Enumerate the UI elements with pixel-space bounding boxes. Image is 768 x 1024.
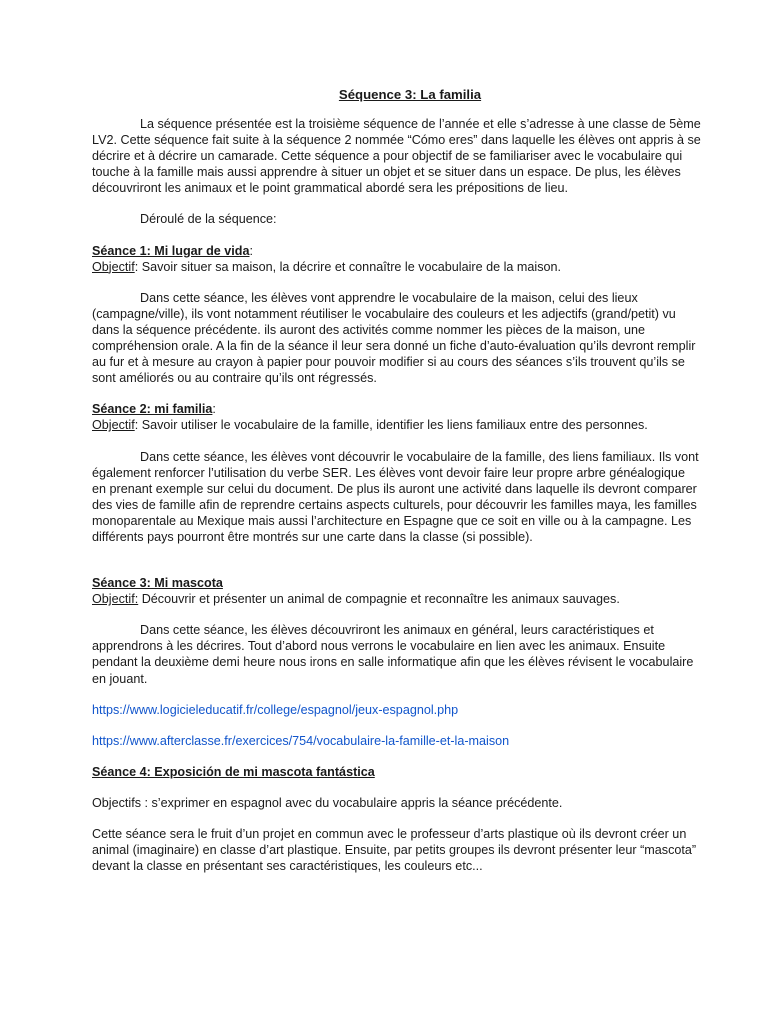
seance2-heading: Séance 2: mi familia (92, 402, 213, 417)
seance2-heading-line (92, 401, 702, 417)
seance1-objectif-label: Objectif (92, 259, 135, 274)
document-title: Séquence 3: La familia (338, 87, 482, 102)
seance3-objectif-text: Découvrir et présenter un animal de compagnie et reconnaître les animaux sauvages. (138, 592, 620, 607)
seance2-objectif-text: : Savoir utiliser le vocabulaire de la famille, identifier les liens familiaux entre des personnes. (134, 418, 648, 433)
deroule-heading: Déroulé de la séquence: (140, 212, 277, 227)
seance2-body: Dans cette séance, les élèves vont découvrir le vocabulaire de la famille, des liens familiaux. Ils vont également renforcer l’utilisation du verbe SER. Les élèves vont devoir faire leur propre arbre généalogique en prenant exemple sur celui du document. De plus ils auront une activité dans laquelle ils devront comparer des vies de famille afin de reprendre certains aspects culturels, pour découvrir les familles maya, les familles monoparentale au Mexique mais aussi l’architecture en Espagne que ce soit en ville ou à la campagne. Les différents pays pourront être montrés sur une carte dans la classe (si possible). (92, 449, 699, 544)
seance2-objectif-label: Objectif (92, 418, 135, 433)
seance4-heading: Séance 4: Exposición de mi mascota fantástica (92, 764, 375, 779)
intro-paragraph: La séquence présentée est la troisième séquence de l’année et elle s’adresse à une classe de 5ème LV2. Cette séquence fait suite à la séquence 2 nommée “Cómo eres” dans laquelle les élèves ont appris à se décrire et à décrire un camarade. Cette séquence a pour objectif de se familiariser avec le vocabulaire qui touche à la famille mais aussi apprendre à situer un objet et se situer dans un espace. De plus, les élèves découvriront les animaux et le point grammatical abordé sera les prépositions de lieu. (92, 117, 701, 196)
seance1-heading-line (92, 243, 702, 259)
seance4-body: Cette séance sera le fruit d’un projet en commun avec le professeur d’arts plastique où ils devront créer un animal (imaginaire) en classe d’art plastique. Ensuite, par petits groupes ils devront présenter leur “mascota” devant la classe en présentant ses caractéristiques, les couleurs etc... (92, 827, 697, 874)
seance2-heading-suffix: : (212, 402, 216, 417)
seance1-body: Dans cette séance, les élèves vont apprendre le vocabulaire de la maison, celui des lieux (campagne/ville), ils vont notamment réutiliser le vocabulaire des couleurs et les adjectifs (grand/petit) vu dans la séquence précédente. ils auront des activités comme nommer les pièces de la maison, une compréhension orale. A la fin de la séance il leur sera donné un fiche d’auto-évaluation qu’ils devront remplir au fur et à mesure au crayon à papier pour pouvoir modifier si au cours des séances s’ils trouvent qu’ils se sont améliorés ou au contraire qu’ils ont régressés. (92, 290, 696, 386)
seance4-objectifs: Objectifs : s’exprimer en espagnol avec du vocabulaire appris la séance précédente. (92, 795, 563, 810)
seance3-link2-line (92, 733, 702, 749)
seance3-body: Dans cette séance, les élèves découvriront les animaux en général, leurs caractéristiques et apprendrons à les décrires. Tout d’abord nous verrons le vocabulaire en lien avec les animaux. Ensuite pendant la deuxième demi heure nous irons en salle informatique afin que les élèves révisent le vocabulaire en jouant. (92, 623, 694, 686)
seance4-heading-line (92, 764, 702, 780)
seance1-heading-suffix: : (249, 243, 253, 258)
seance1-heading: Séance 1: Mi lugar de vida (92, 243, 250, 258)
seance3-heading: Séance 3: Mi mascota (92, 576, 223, 591)
seance3-objectif-line (92, 591, 702, 607)
seance1-objectif-text: : Savoir situer sa maison, la décrire et connaître le vocabulaire de la maison. (134, 259, 562, 274)
seance2-objectif-line (92, 417, 702, 433)
logicieleducatif-link[interactable]: https://www.logicieleducatif.fr/college/espagnol/jeux-espagnol.php (92, 702, 459, 717)
seance3-heading-line (92, 575, 702, 591)
seance3-objectif-label: Objectif: (92, 592, 139, 607)
seance1-objectif-line (92, 259, 702, 275)
afterclasse-link[interactable]: https://www.afterclasse.fr/exercices/754/vocabulaire-la-famille-et-la-maison (92, 733, 510, 748)
seance3-link1-line (92, 702, 702, 718)
